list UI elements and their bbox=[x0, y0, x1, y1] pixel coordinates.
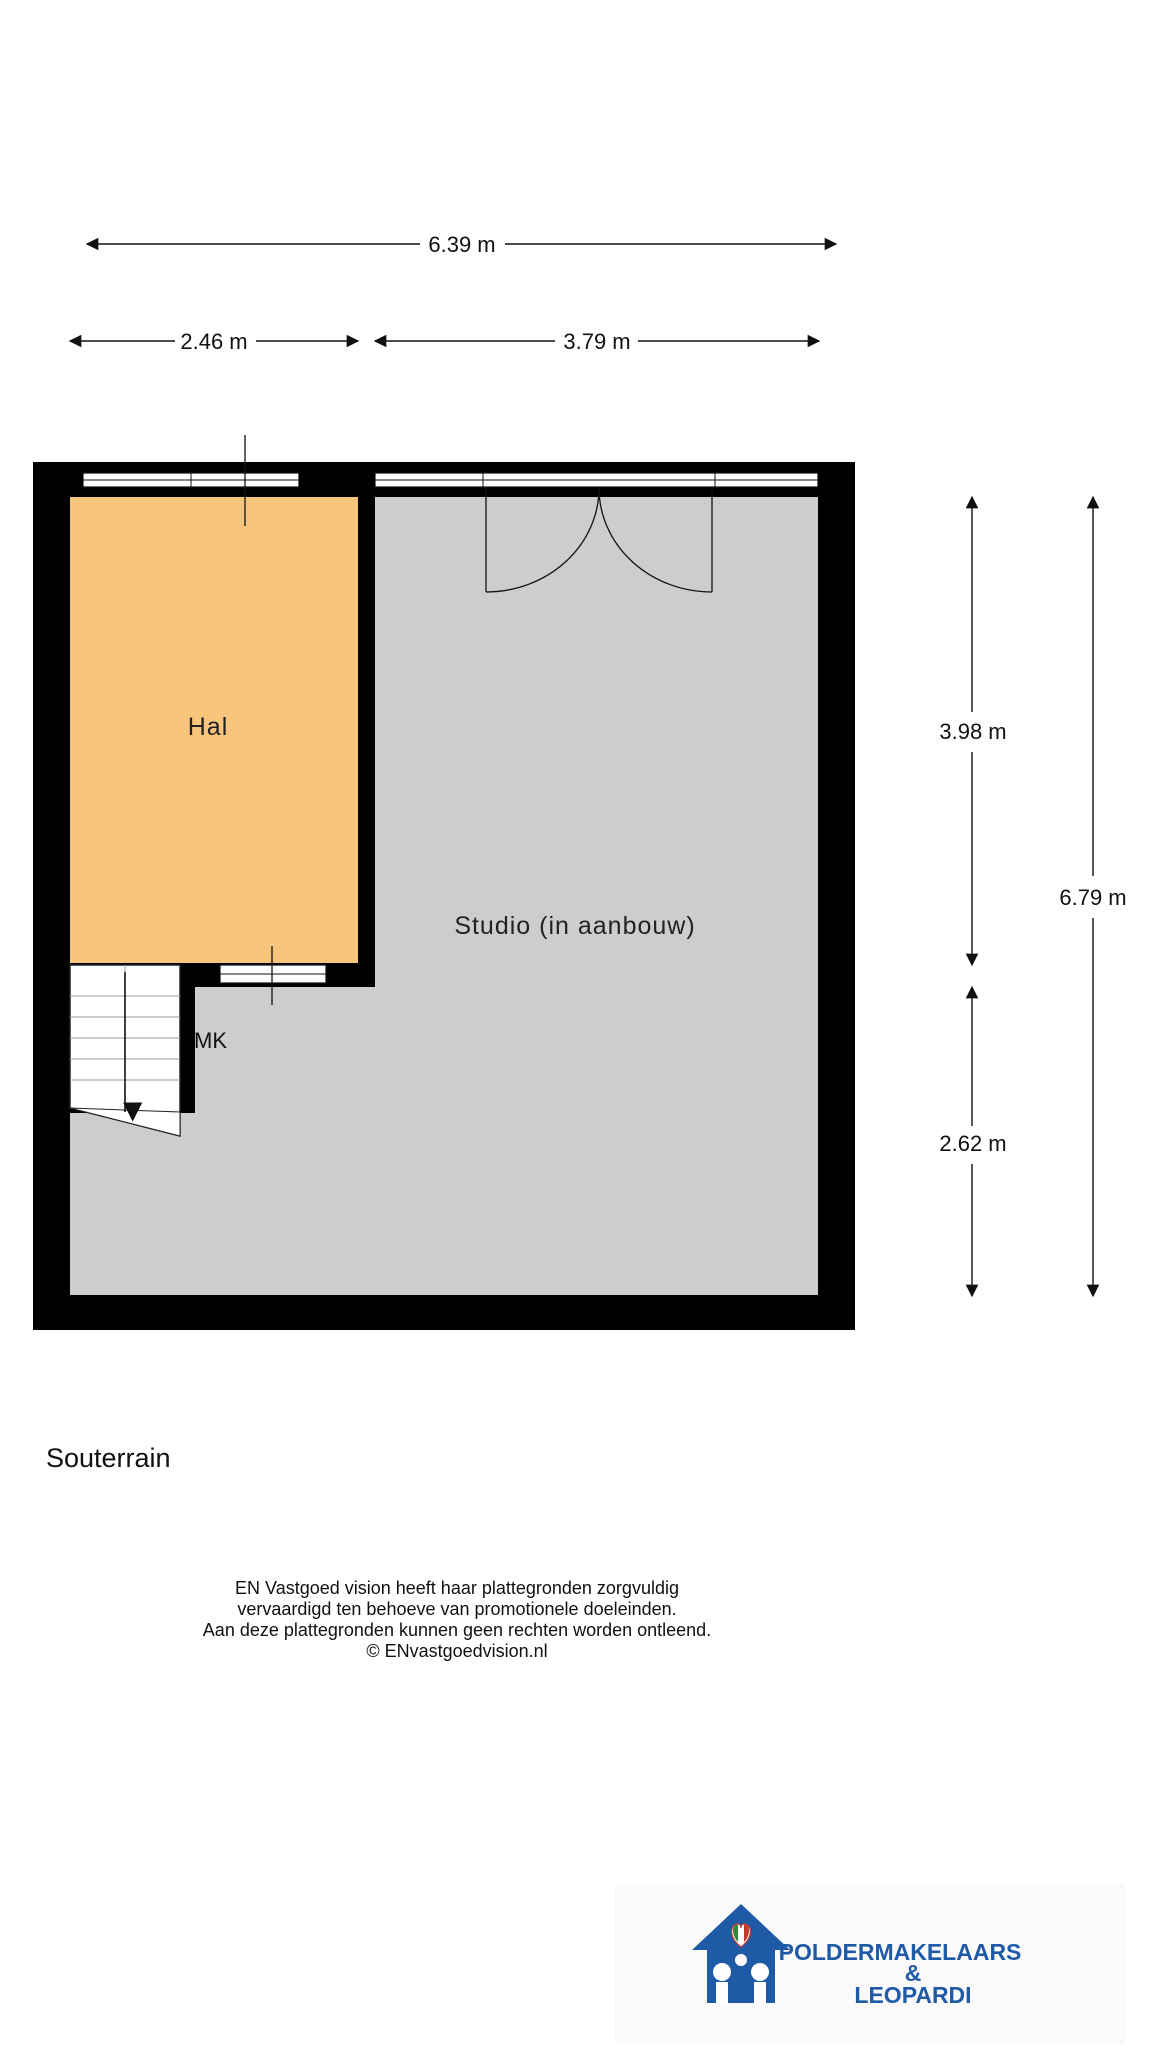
dimension-lower-height-label: 2.62 m bbox=[939, 1131, 1007, 1156]
room-label-mk: MK bbox=[194, 1028, 227, 1053]
staircase bbox=[70, 965, 180, 1136]
dimension-left-width bbox=[70, 329, 358, 354]
floor-name: Souterrain bbox=[46, 1443, 171, 1473]
disclaimer bbox=[203, 1578, 711, 1661]
dimension-total-height bbox=[1059, 497, 1126, 1296]
dimension-upper-height-label: 3.98 m bbox=[939, 719, 1007, 744]
dimension-total-height-label: 6.79 m bbox=[1059, 885, 1127, 910]
logo-line-1: POLDERMAKELAARS bbox=[778, 1939, 1022, 1965]
room-label-hal: Hal bbox=[187, 713, 229, 741]
wall-top-hal bbox=[83, 462, 299, 472]
wall-post-left bbox=[33, 462, 83, 497]
window-studio-top bbox=[375, 473, 818, 487]
dimension-right-width bbox=[375, 329, 819, 354]
logo-line-3: LEOPARDI bbox=[854, 1982, 972, 2008]
window-hal-top bbox=[83, 473, 299, 487]
disclaimer-line-2: vervaardigd ten behoeve van promotionele doeleinden. bbox=[237, 1599, 677, 1619]
brand-logo bbox=[615, 1884, 1125, 2044]
dimension-upper-height bbox=[939, 497, 1006, 965]
dimension-total-width bbox=[87, 232, 836, 257]
dimension-left-width-label: 2.46 m bbox=[180, 329, 248, 354]
dimension-right-width-label: 3.79 m bbox=[563, 329, 631, 354]
dimension-total-width-label: 6.39 m bbox=[428, 232, 496, 257]
disclaimer-line-1: EN Vastgoed vision heeft haar plattegronden zorgvuldig bbox=[235, 1578, 679, 1598]
disclaimer-line-4: © ENvastgoedvision.nl bbox=[366, 1641, 548, 1661]
floor-plan bbox=[33, 435, 855, 1330]
dimension-lower-height bbox=[939, 987, 1006, 1296]
wall-post-right bbox=[818, 462, 855, 497]
room-label-studio: Studio (in aanbouw) bbox=[454, 912, 696, 940]
wall-post-middle bbox=[299, 462, 375, 497]
disclaimer-line-3: Aan deze plattegronden kunnen geen rechten worden ontleend. bbox=[202, 1620, 712, 1640]
wall-top-studio bbox=[375, 462, 818, 472]
logo-line-2: & bbox=[904, 1960, 922, 1986]
